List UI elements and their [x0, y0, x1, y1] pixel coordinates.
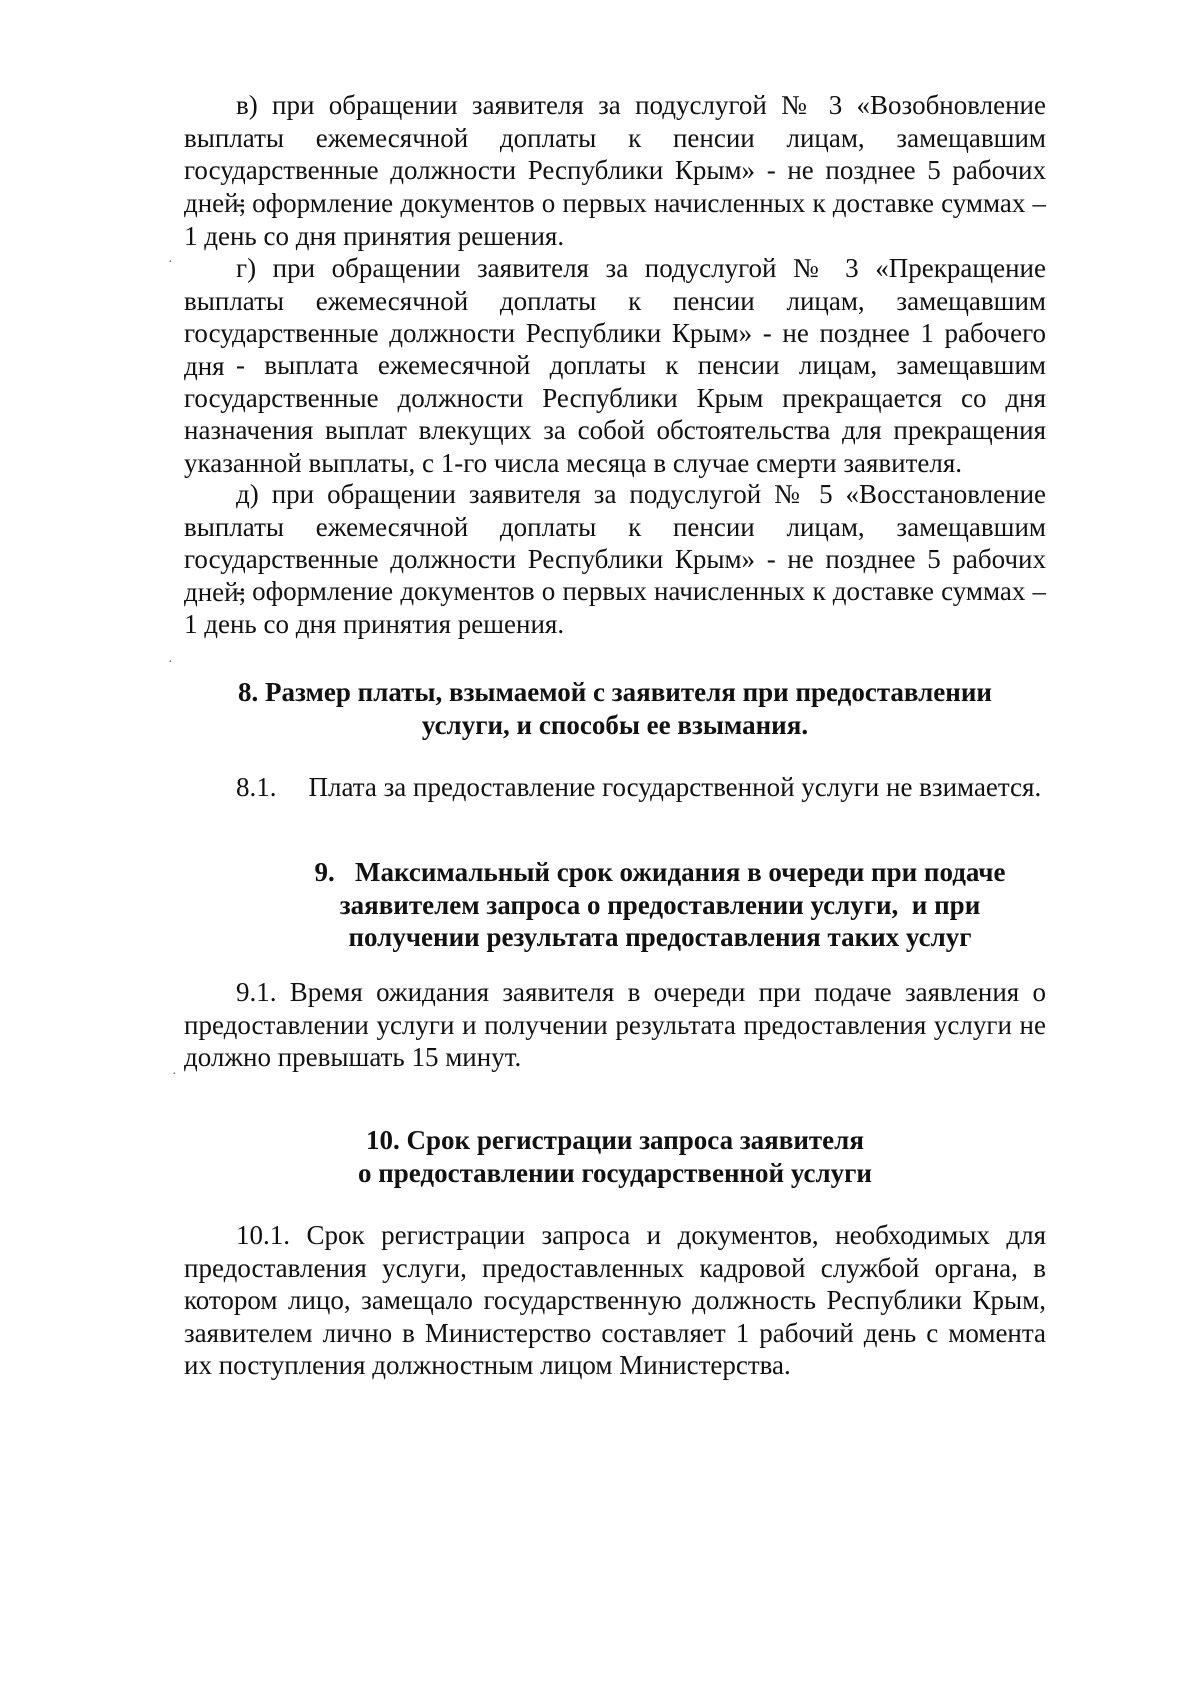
- section-10-heading-line-2: о предоставлении государственной услуги: [357, 1157, 872, 1188]
- paragraph-9-1: 9.1. Время ожидания заявителя в очереди при подаче заявления о предоставлении услуги и получении результата предоставления услуги не должно превышать 15 минут.: [184, 977, 1046, 1072]
- section-9-heading-line-1: 9. Максимальный срок ожидания в очереди при подаче: [314, 857, 1006, 887]
- paragraph-8-1-number: 8.1.: [236, 772, 277, 802]
- section-9-heading-line-3: получении результата предоставления таких услуг: [348, 922, 972, 952]
- section-9-heading-line-2: заявителем запроса о предоставлении услуги, и при: [339, 889, 981, 920]
- paragraph-g: г) при обращении заявителя за подуслугой № 3 «Прекращение выплаты ежемесячной доплаты к пенсии лицам, замещавшим государственные должности Республики Крым» - не позднее 1 рабочего дня: [184, 253, 1046, 381]
- paragraph-8-1-text: Плата за предоставление государственной услуги не взимается.: [308, 772, 1042, 802]
- paragraph-g-dash: - выплата ежемесячной доплаты к пенсии лицам, замещавшим государственные должности Республики Крым прекращается со дня назначения выплат влекущих за собой обстоятельства для прекращения указанной выплаты, с 1-го числа месяца в случае смерти заявителя.: [184, 350, 1046, 478]
- paragraph-10-1: 10.1. Срок регистрации запроса и документов, необходимых для предоставления услуги, предоставленных кадровой службой органа, в котором лицо, замещало государственную должность Республики Крым, заявителем лично в Министерство составляет 1 рабочий день с момента их поступления должностным лицом Министерства.: [184, 1220, 1046, 1380]
- section-8-heading: [184, 676, 1046, 741]
- paragraph-v: в) при обращении заявителя за подуслугой № 3 «Возобновление выплаты ежемесячной доплаты к пенсии лицам, замещавшим государственные должности Республики Крым» - не позднее 5 рабочих дней;: [184, 90, 1046, 218]
- margin-speck: ·: [168, 655, 173, 670]
- paragraph-d: д) при обращении заявителя за подуслугой № 5 «Восстановление выплаты ежемесячной доплаты к пенсии лицам, замещавшим государственные должности Республики Крым» - не позднее 5 рабочих дней;: [184, 479, 1046, 607]
- section-8-heading-line-1: 8. Размер платы, взымаемой с заявителя при предоставлении: [238, 677, 992, 707]
- section-10-heading: [184, 1124, 1046, 1189]
- paragraph-v-dash: - оформление документов о первых начисленных к доставке суммах – 1 день со дня принятия решения.: [184, 188, 1046, 251]
- margin-speck: ·: [172, 1067, 177, 1082]
- section-8-heading-line-2: услуги, и способы ее взымания.: [421, 709, 809, 740]
- margin-speck: ·: [168, 255, 173, 270]
- section-9-heading: [290, 856, 1030, 954]
- paragraph-d-dash: - оформление документов о первых начисленных к доставке суммах – 1 день со дня принятия решения.: [184, 576, 1046, 639]
- paragraph-8-1: [236, 771, 1056, 804]
- section-10-heading-line-1: 10. Срок регистрации запроса заявителя: [366, 1125, 864, 1155]
